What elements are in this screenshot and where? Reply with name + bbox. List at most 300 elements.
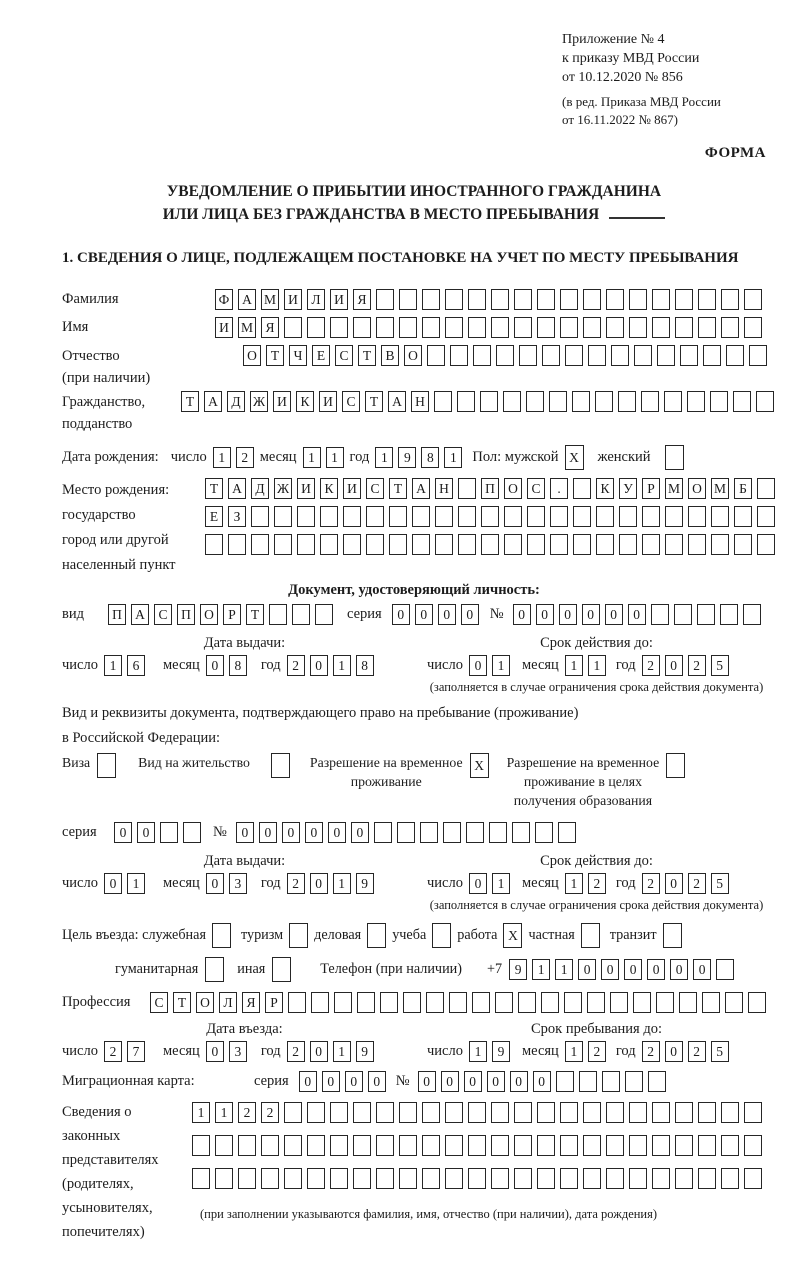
char-cell[interactable] [468,1168,486,1189]
char-cell[interactable] [457,391,475,412]
char-cell[interactable] [583,317,601,338]
char-cell[interactable]: Б [734,478,752,499]
char-cell[interactable] [320,506,338,527]
char-cell[interactable] [642,506,660,527]
char-cell[interactable] [656,992,674,1013]
char-cell[interactable]: Ж [250,391,268,412]
char-cell[interactable]: 0 [647,959,665,980]
char-cell[interactable] [749,345,767,366]
char-cell[interactable] [537,317,555,338]
char-cell[interactable] [422,1135,440,1156]
char-cell[interactable]: 0 [438,604,456,625]
profession-cells[interactable] [150,992,766,1013]
char-cell[interactable] [458,534,476,555]
char-cell[interactable]: И [330,289,348,310]
char-cell[interactable]: Ф [215,289,233,310]
char-cell[interactable] [710,391,728,412]
char-cell[interactable] [412,534,430,555]
purpose-official-checkbox[interactable] [212,923,231,948]
char-cell[interactable] [367,923,386,948]
char-cell[interactable]: Т [389,478,407,499]
entry-day-cells[interactable] [104,1041,145,1062]
char-cell[interactable] [284,317,302,338]
char-cell[interactable]: А [412,478,430,499]
char-cell[interactable] [583,1102,601,1123]
char-cell[interactable]: 0 [559,604,577,625]
char-cell[interactable] [633,992,651,1013]
char-cell[interactable]: Д [227,391,245,412]
char-cell[interactable]: К [320,478,338,499]
char-cell[interactable] [366,534,384,555]
char-cell[interactable] [491,1135,509,1156]
char-cell[interactable] [468,1135,486,1156]
char-cell[interactable] [757,478,775,499]
char-cell[interactable]: X [503,923,522,948]
char-cell[interactable]: 0 [104,873,122,894]
char-cell[interactable] [721,289,739,310]
char-cell[interactable] [238,1168,256,1189]
char-cell[interactable] [205,957,224,982]
char-cell[interactable] [602,1071,620,1092]
char-cell[interactable] [721,1135,739,1156]
doc-type-cells[interactable] [108,604,333,625]
birth-year-cells[interactable] [375,447,462,468]
char-cell[interactable] [205,534,223,555]
char-cell[interactable]: 0 [628,604,646,625]
temp-residence-edu-checkbox[interactable] [666,753,685,778]
char-cell[interactable]: С [527,478,545,499]
char-cell[interactable] [733,391,751,412]
char-cell[interactable] [330,317,348,338]
char-cell[interactable] [458,478,476,499]
char-cell[interactable] [297,506,315,527]
char-cell[interactable] [491,289,509,310]
char-cell[interactable]: 2 [688,873,706,894]
char-cell[interactable] [514,1135,532,1156]
char-cell[interactable] [445,1102,463,1123]
char-cell[interactable]: А [238,289,256,310]
char-cell[interactable]: 0 [368,1071,386,1092]
char-cell[interactable]: 1 [215,1102,233,1123]
char-cell[interactable]: Р [265,992,283,1013]
char-cell[interactable] [665,534,683,555]
char-cell[interactable]: У [619,478,637,499]
char-cell[interactable]: 3 [229,1041,247,1062]
char-cell[interactable] [353,1102,371,1123]
phone-cells[interactable] [509,959,734,980]
char-cell[interactable] [376,1135,394,1156]
char-cell[interactable] [720,604,738,625]
char-cell[interactable] [480,391,498,412]
char-cell[interactable] [496,345,514,366]
char-cell[interactable]: 0 [392,604,410,625]
char-cell[interactable] [489,822,507,843]
temp-residence-checkbox[interactable] [470,753,489,778]
char-cell[interactable]: С [366,478,384,499]
char-cell[interactable]: Т [246,604,264,625]
char-cell[interactable] [542,345,560,366]
char-cell[interactable] [687,391,705,412]
char-cell[interactable] [721,1102,739,1123]
char-cell[interactable] [702,992,720,1013]
char-cell[interactable]: О [504,478,522,499]
char-cell[interactable] [652,289,670,310]
migcard-number-cells[interactable] [418,1071,666,1092]
char-cell[interactable] [535,822,553,843]
char-cell[interactable] [587,992,605,1013]
char-cell[interactable] [376,289,394,310]
char-cell[interactable]: 1 [444,447,462,468]
char-cell[interactable] [426,992,444,1013]
char-cell[interactable] [560,289,578,310]
char-cell[interactable]: 2 [642,1041,660,1062]
char-cell[interactable] [725,992,743,1013]
char-cell[interactable]: 5 [711,873,729,894]
char-cell[interactable]: 0 [469,655,487,676]
migcard-series-cells[interactable] [299,1071,386,1092]
char-cell[interactable]: 1 [104,655,122,676]
char-cell[interactable]: 0 [624,959,642,980]
char-cell[interactable] [238,1135,256,1156]
char-cell[interactable] [514,1102,532,1123]
char-cell[interactable]: П [177,604,195,625]
char-cell[interactable]: Ж [274,478,292,499]
char-cell[interactable]: 1 [326,447,344,468]
char-cell[interactable]: 0 [441,1071,459,1092]
char-cell[interactable] [537,289,555,310]
char-cell[interactable]: 0 [310,1041,328,1062]
char-cell[interactable] [744,1102,762,1123]
char-cell[interactable]: Н [435,478,453,499]
char-cell[interactable] [450,345,468,366]
char-cell[interactable]: О [688,478,706,499]
char-cell[interactable] [619,506,637,527]
char-cell[interactable] [556,1071,574,1092]
char-cell[interactable] [688,506,706,527]
char-cell[interactable] [215,1168,233,1189]
char-cell[interactable] [514,1168,532,1189]
char-cell[interactable] [353,317,371,338]
char-cell[interactable] [468,289,486,310]
char-cell[interactable]: 5 [711,655,729,676]
char-cell[interactable] [357,992,375,1013]
char-cell[interactable]: 2 [287,655,305,676]
char-cell[interactable] [512,822,530,843]
char-cell[interactable]: 0 [206,873,224,894]
char-cell[interactable] [427,345,445,366]
char-cell[interactable]: 2 [104,1041,122,1062]
char-cell[interactable] [651,604,669,625]
char-cell[interactable] [343,534,361,555]
char-cell[interactable] [399,289,417,310]
char-cell[interactable] [748,992,766,1013]
iddoc-valid-year-cells[interactable] [642,655,729,676]
char-cell[interactable] [675,289,693,310]
stay-day-cells[interactable] [469,1041,510,1062]
char-cell[interactable] [721,1168,739,1189]
purpose-work-checkbox[interactable] [503,923,522,948]
char-cell[interactable] [675,1135,693,1156]
char-cell[interactable] [641,391,659,412]
char-cell[interactable]: 8 [421,447,439,468]
char-cell[interactable] [466,822,484,843]
permit-valid-year-cells[interactable] [642,873,729,894]
char-cell[interactable]: 2 [238,1102,256,1123]
char-cell[interactable] [269,604,287,625]
char-cell[interactable]: 1 [213,447,231,468]
char-cell[interactable] [297,534,315,555]
char-cell[interactable] [288,992,306,1013]
male-checkbox[interactable] [565,445,584,470]
char-cell[interactable] [560,1102,578,1123]
char-cell[interactable]: Т [173,992,191,1013]
char-cell[interactable] [666,753,685,778]
char-cell[interactable]: 9 [398,447,416,468]
char-cell[interactable]: 0 [510,1071,528,1092]
char-cell[interactable] [625,1071,643,1092]
char-cell[interactable] [495,992,513,1013]
char-cell[interactable] [665,506,683,527]
char-cell[interactable] [537,1135,555,1156]
char-cell[interactable] [674,604,692,625]
char-cell[interactable]: 1 [333,655,351,676]
char-cell[interactable] [572,391,590,412]
char-cell[interactable]: 7 [127,1041,145,1062]
char-cell[interactable]: Т [205,478,223,499]
char-cell[interactable] [606,1102,624,1123]
purpose-humanitarian-checkbox[interactable] [205,957,224,982]
representatives-cells-row3[interactable] [192,1168,762,1189]
char-cell[interactable]: 2 [688,1041,706,1062]
char-cell[interactable] [271,753,290,778]
permit-issue-year-cells[interactable] [287,873,374,894]
char-cell[interactable] [473,345,491,366]
char-cell[interactable]: 6 [127,655,145,676]
char-cell[interactable]: И [273,391,291,412]
char-cell[interactable] [330,1135,348,1156]
representatives-cells-row1[interactable] [192,1102,762,1123]
char-cell[interactable]: 0 [582,604,600,625]
char-cell[interactable]: 1 [375,447,393,468]
patronymic-cells[interactable] [243,345,767,366]
char-cell[interactable]: 0 [487,1071,505,1092]
char-cell[interactable] [573,534,591,555]
iddoc-series-cells[interactable] [392,604,479,625]
char-cell[interactable] [527,506,545,527]
stay-month-cells[interactable] [565,1041,606,1062]
char-cell[interactable] [518,992,536,1013]
char-cell[interactable] [703,345,721,366]
char-cell[interactable] [652,1135,670,1156]
char-cell[interactable] [642,534,660,555]
char-cell[interactable]: 1 [333,1041,351,1062]
char-cell[interactable] [228,534,246,555]
char-cell[interactable] [389,534,407,555]
char-cell[interactable] [652,1102,670,1123]
char-cell[interactable] [652,317,670,338]
firstname-cells[interactable] [215,317,762,338]
char-cell[interactable] [445,317,463,338]
birthplace-cells-row2[interactable] [205,506,775,527]
char-cell[interactable] [527,534,545,555]
citizenship-cells[interactable] [181,391,774,412]
char-cell[interactable] [503,391,521,412]
char-cell[interactable] [583,289,601,310]
char-cell[interactable] [432,923,451,948]
char-cell[interactable]: П [481,478,499,499]
char-cell[interactable] [272,957,291,982]
char-cell[interactable]: 2 [588,1041,606,1062]
char-cell[interactable] [320,534,338,555]
char-cell[interactable] [399,317,417,338]
char-cell[interactable] [389,506,407,527]
char-cell[interactable] [330,1102,348,1123]
char-cell[interactable] [403,992,421,1013]
char-cell[interactable]: X [565,445,584,470]
iddoc-valid-month-cells[interactable] [565,655,606,676]
char-cell[interactable]: Я [261,317,279,338]
char-cell[interactable] [183,822,201,843]
char-cell[interactable]: С [342,391,360,412]
char-cell[interactable] [588,345,606,366]
char-cell[interactable]: Р [642,478,660,499]
char-cell[interactable]: М [238,317,256,338]
char-cell[interactable] [251,534,269,555]
char-cell[interactable] [541,992,559,1013]
char-cell[interactable]: 0 [206,1041,224,1062]
char-cell[interactable] [514,317,532,338]
char-cell[interactable] [376,317,394,338]
char-cell[interactable]: Л [307,289,325,310]
char-cell[interactable] [192,1135,210,1156]
permit-issue-month-cells[interactable] [206,873,247,894]
char-cell[interactable]: В [381,345,399,366]
char-cell[interactable] [420,822,438,843]
char-cell[interactable]: 9 [492,1041,510,1062]
char-cell[interactable] [343,506,361,527]
char-cell[interactable]: 8 [356,655,374,676]
char-cell[interactable]: И [319,391,337,412]
char-cell[interactable] [445,1168,463,1189]
char-cell[interactable]: 0 [469,873,487,894]
char-cell[interactable]: 0 [259,822,277,843]
permit-series-cells[interactable] [114,822,201,843]
char-cell[interactable] [307,1102,325,1123]
char-cell[interactable] [274,506,292,527]
char-cell[interactable]: 0 [665,1041,683,1062]
char-cell[interactable] [307,317,325,338]
char-cell[interactable] [481,534,499,555]
char-cell[interactable] [629,1102,647,1123]
char-cell[interactable] [458,506,476,527]
char-cell[interactable]: М [665,478,683,499]
char-cell[interactable] [491,1168,509,1189]
char-cell[interactable] [449,992,467,1013]
char-cell[interactable] [629,317,647,338]
char-cell[interactable]: 1 [588,655,606,676]
char-cell[interactable] [560,1135,578,1156]
char-cell[interactable] [435,534,453,555]
char-cell[interactable] [445,289,463,310]
char-cell[interactable] [595,391,613,412]
char-cell[interactable]: А [131,604,149,625]
purpose-tourism-checkbox[interactable] [289,923,308,948]
char-cell[interactable] [422,289,440,310]
char-cell[interactable] [526,391,544,412]
char-cell[interactable]: 2 [588,873,606,894]
char-cell[interactable] [648,1071,666,1092]
char-cell[interactable] [675,317,693,338]
char-cell[interactable]: 0 [351,822,369,843]
char-cell[interactable] [573,478,591,499]
char-cell[interactable] [629,1168,647,1189]
char-cell[interactable]: 0 [305,822,323,843]
char-cell[interactable]: Т [266,345,284,366]
char-cell[interactable] [97,753,116,778]
char-cell[interactable] [560,317,578,338]
char-cell[interactable] [606,1135,624,1156]
char-cell[interactable] [596,534,614,555]
char-cell[interactable] [726,345,744,366]
char-cell[interactable] [606,317,624,338]
char-cell[interactable]: 1 [333,873,351,894]
char-cell[interactable] [261,1135,279,1156]
char-cell[interactable]: Е [312,345,330,366]
char-cell[interactable] [679,992,697,1013]
char-cell[interactable]: 9 [356,1041,374,1062]
char-cell[interactable] [611,345,629,366]
char-cell[interactable] [274,534,292,555]
char-cell[interactable] [652,1168,670,1189]
representatives-cells-row2[interactable] [192,1135,762,1156]
char-cell[interactable] [550,534,568,555]
char-cell[interactable]: 0 [322,1071,340,1092]
char-cell[interactable]: 0 [601,959,619,980]
char-cell[interactable] [581,923,600,948]
char-cell[interactable]: 2 [287,873,305,894]
iddoc-number-cells[interactable] [513,604,761,625]
char-cell[interactable] [744,1168,762,1189]
char-cell[interactable]: 0 [461,604,479,625]
purpose-private-checkbox[interactable] [581,923,600,948]
char-cell[interactable] [292,604,310,625]
char-cell[interactable] [399,1135,417,1156]
char-cell[interactable] [756,391,774,412]
char-cell[interactable] [711,506,729,527]
char-cell[interactable] [284,1168,302,1189]
char-cell[interactable]: 8 [229,655,247,676]
char-cell[interactable]: 0 [310,655,328,676]
char-cell[interactable] [629,289,647,310]
char-cell[interactable]: 0 [345,1071,363,1092]
char-cell[interactable]: 3 [229,873,247,894]
char-cell[interactable] [606,289,624,310]
purpose-transit-checkbox[interactable] [663,923,682,948]
char-cell[interactable] [698,1168,716,1189]
char-cell[interactable]: 0 [114,822,132,843]
char-cell[interactable] [721,317,739,338]
char-cell[interactable]: X [470,753,489,778]
char-cell[interactable]: О [404,345,422,366]
char-cell[interactable]: З [228,506,246,527]
char-cell[interactable] [537,1102,555,1123]
char-cell[interactable] [698,1135,716,1156]
char-cell[interactable] [284,1135,302,1156]
char-cell[interactable] [307,1168,325,1189]
char-cell[interactable] [311,992,329,1013]
char-cell[interactable] [564,992,582,1013]
char-cell[interactable] [412,506,430,527]
